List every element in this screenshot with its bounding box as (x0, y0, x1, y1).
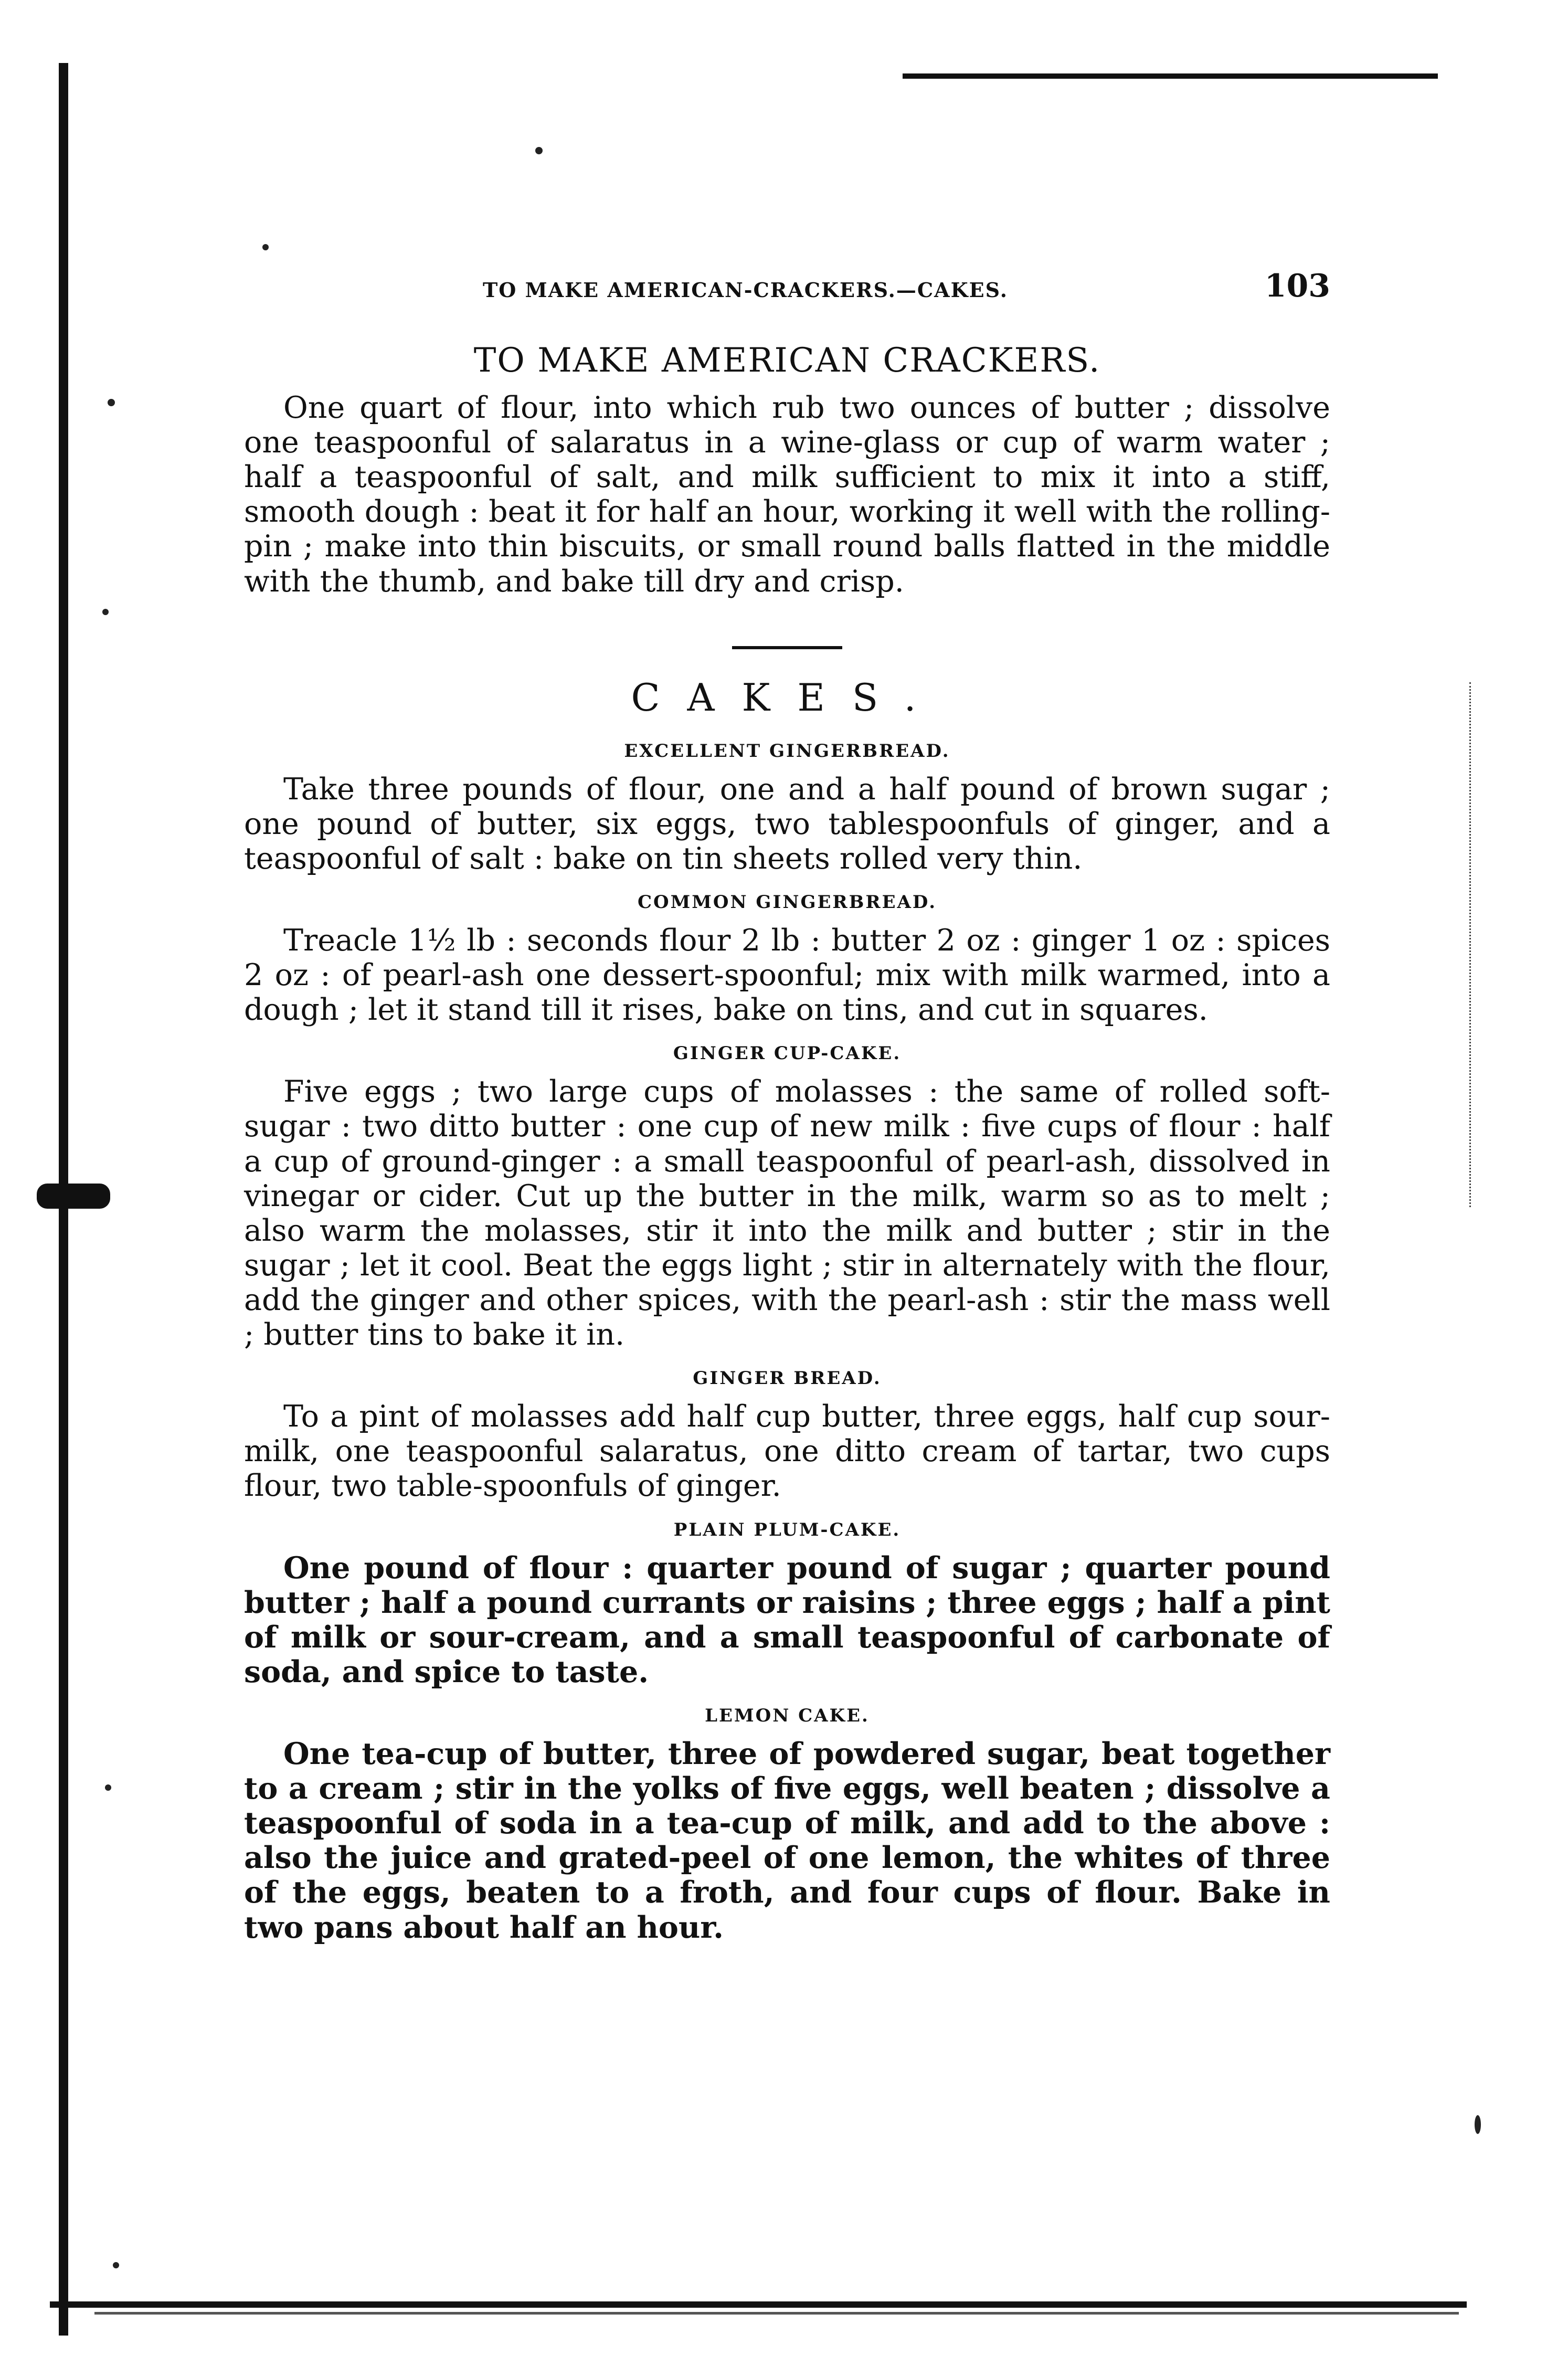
page-number: 103 (1264, 268, 1330, 304)
scan-speck (1475, 2115, 1481, 2134)
recipe-text-ginger-cup-cake: Five eggs ; two large cups of molasses : the same of rolled soft-sugar : two ditto butter : one cup of new milk : five cups of flour : half a cup of ground-ginger : a small teaspoonful of pearl-ash, dissolved in vinegar or cider. Cut up the butter in the milk, warm so as to melt ; also warm the molasses, stir it into the milk and butter ; stir in the sugar ; let it cool. Beat the eggs light ; stir in alternately with the flour, add the ginger and other spices, with the pearl-ash : stir the mass well ; butter tins to bake it in. (244, 1074, 1330, 1353)
scan-speck (102, 609, 109, 615)
scan-top-rule (903, 73, 1438, 79)
crackers-paragraph: One quart of flour, into which rub two ounces of butter ; dissolve one teaspoonful of salaratus in a wine-glass or cup of warm water ; half a teaspoonful of salt, and milk sufficient to mix it into a stiff, smooth dough : beat it for half an hour, working it well with the rolling-pin ; make into thin biscuits, or small round balls flatted in the middle with the thumb, and bake till dry and crisp. (244, 390, 1330, 599)
running-head (244, 262, 1330, 310)
recipe-title-ginger-cup-cake: GINGER CUP-CAKE. (673, 1043, 902, 1064)
scan-bottom-rule-shadow (94, 2312, 1459, 2315)
book-page (244, 262, 1330, 1945)
scan-speck (535, 147, 543, 154)
scan-right-specks (1469, 682, 1474, 1207)
recipe-text-excellent-gingerbread: Take three pounds of flour, one and a half pound of brown sugar ; one pound of butter, six eggs, two tablespoonfuls of ginger, and a teaspoonful of salt : bake on tin sheets rolled very thin. (244, 772, 1330, 876)
scan-speck (113, 2262, 119, 2268)
crackers-title: TO MAKE AMERICAN CRACKERS. (473, 341, 1101, 380)
cakes-section-title: CAKES. (631, 675, 944, 720)
recipe-text-plain-plum-cake: One pound of flour : quarter pound of sugar ; quarter pound butter ; half a pound currants or raisins ; three eggs ; half a pint of milk or sour-cream, and a small teaspoonful of carbonate of soda, and spice to taste. (244, 1550, 1330, 1689)
scan-binding-mark (37, 1184, 110, 1209)
scan-speck (105, 1784, 111, 1791)
scan-speck (108, 399, 115, 406)
running-head-title: TO MAKE AMERICAN-CRACKERS.—CAKES. (483, 278, 1008, 302)
recipe-title-excellent-gingerbread: EXCELLENT GINGERBREAD. (624, 740, 950, 762)
recipe-title-plain-plum-cake: PLAIN PLUM-CAKE. (673, 1519, 901, 1540)
recipe-title-common-gingerbread: COMMON GINGERBREAD. (637, 891, 937, 913)
section-divider (732, 646, 842, 649)
recipe-title-lemon-cake: LEMON CAKE. (705, 1705, 870, 1726)
scan-speck (262, 244, 269, 250)
recipe-text-common-gingerbread: Treacle 1½ lb : seconds flour 2 lb : butter 2 oz : ginger 1 oz : spices 2 oz : of pearl-ash one dessert-spoonful; mix with milk warmed, into a dough ; let it stand till it rises, bake on tins, and cut in squares. (244, 923, 1330, 1028)
scan-bottom-rule (50, 2301, 1467, 2308)
recipe-text-lemon-cake: One tea-cup of butter, three of powdered sugar, beat together to a cream ; stir in the yolks of five eggs, well beaten ; dissolve a teaspoonful of soda in a tea-cup of milk, and add to the above : also the juice and grated-peel of one lemon, the whites of three of the eggs, beaten to a froth, and four cups of flour. Bake in two pans about half an hour. (244, 1736, 1330, 1945)
recipe-text-ginger-bread: To a pint of molasses add half cup butter, three eggs, half cup sour-milk, one teaspoonful salaratus, one ditto cream of tartar, two cups flour, two table-spoonfuls of ginger. (244, 1399, 1330, 1504)
recipe-title-ginger-bread: GINGER BREAD. (693, 1368, 882, 1389)
